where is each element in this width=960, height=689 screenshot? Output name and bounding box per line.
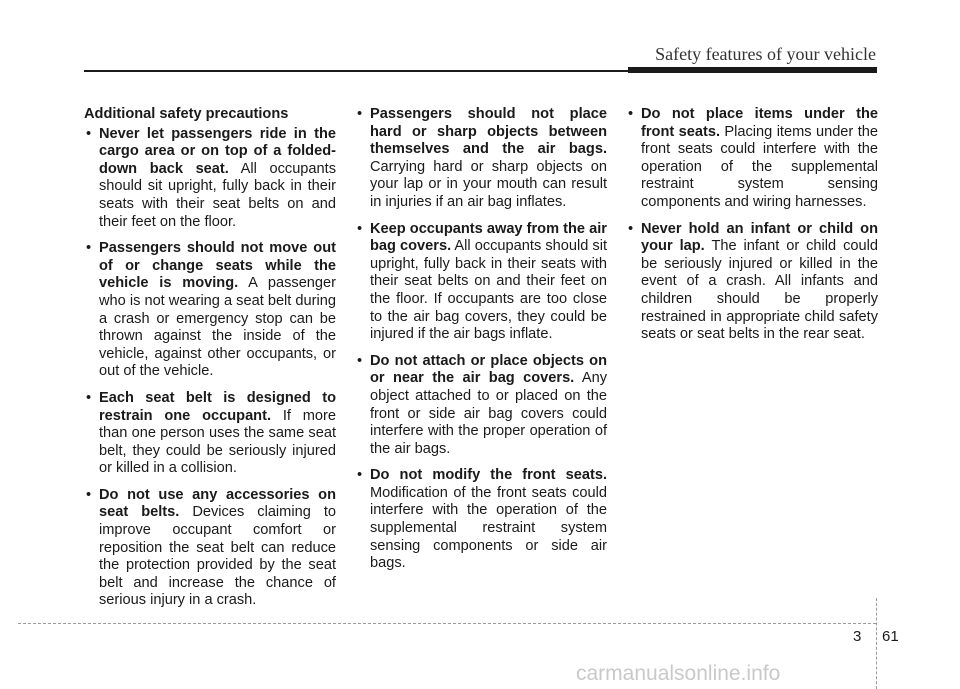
precaution-text: Placing items under the front seats could interfere with the operation of the supplemental restraint system sensing components and wiring harnesses. xyxy=(641,123,878,210)
precaution-item xyxy=(626,106,878,212)
precaution-text: If more than one person uses the same seat belt, they could be seriously injured or killed in a collision. xyxy=(99,407,336,477)
section-header-title: Safety features of your vehicle xyxy=(655,44,876,64)
watermark-text: carmanualsonline.info xyxy=(576,662,781,685)
text-column-1 xyxy=(84,106,336,619)
precaution-lead: Do not modify the front seats. xyxy=(370,467,607,484)
precaution-item xyxy=(355,353,607,459)
precaution-item xyxy=(84,126,336,232)
precaution-item xyxy=(84,240,336,381)
precaution-lead: Each seat belt is designed to restrain one occupant. xyxy=(99,389,336,424)
footer-dashed-divider xyxy=(876,598,877,689)
precaution-text: A passenger who is not wearing a seat belt during a crash or emergency stop can be thrown against the inside of the vehicle, against other occupants, or out of the vehicle. xyxy=(99,275,337,380)
precautions-list-1 xyxy=(84,126,336,610)
precaution-lead: Keep occupants away from the air bag covers. xyxy=(370,220,607,255)
precaution-text: All occupants should sit upright, fully back in their seats with their seat belts on and their feet on the floor. If occupants are too close to the air bag covers, they could be injured if the air bags inflate. xyxy=(370,238,607,343)
precaution-text: Devices claiming to improve occupant comfort or reposition the seat belt can reduce the protection provided by the seat belt and increase the chance of serious injury in a crash. xyxy=(99,504,336,609)
precaution-text: Any object attached to or placed on the front or side air bag covers could interfere with the proper operation of the air bags. xyxy=(370,370,608,457)
chapter-number: 3 xyxy=(853,628,862,645)
precaution-lead: Passengers should not place hard or sharp objects between themselves and the air bags. xyxy=(370,106,607,158)
precaution-lead: Do not attach or place objects on or near the air bag covers. xyxy=(370,352,607,387)
precaution-item xyxy=(355,106,607,212)
precaution-item xyxy=(84,390,336,478)
precaution-lead: Do not use any accessories on seat belts. xyxy=(99,486,336,521)
section-heading: Additional safety precautions xyxy=(84,106,289,122)
page-number: 61 xyxy=(882,628,899,645)
text-column-2 xyxy=(355,106,607,582)
precaution-item xyxy=(626,221,878,344)
header-rule-accent xyxy=(628,67,877,73)
precaution-item xyxy=(84,487,336,610)
precautions-list-2 xyxy=(355,106,607,573)
precaution-lead: Passengers should not move out of or change seats while the vehicle is moving. xyxy=(99,240,336,292)
text-column-3 xyxy=(626,106,878,353)
precaution-lead: Never let passengers ride in the cargo area or on top of a folded-down back seat. xyxy=(99,125,336,177)
footer-dashed-rule xyxy=(18,623,876,624)
precaution-lead: Do not place items under the front seats. xyxy=(641,106,878,140)
precaution-lead: Never hold an infant or child on your lap. xyxy=(641,220,878,255)
precaution-item xyxy=(355,467,607,573)
precaution-text: All occupants should sit upright, fully back in their seats with their seat belts on and their feet on the floor. xyxy=(99,160,337,230)
precautions-list-3 xyxy=(626,106,878,344)
precaution-text: The infant or child could be seriously injured or killed in the event of a crash. All infants and children should be properly restrained in appropriate child safety seats or seat belts in the rear seat. xyxy=(641,238,878,343)
precaution-text: Carrying hard or sharp objects on your lap or in your mouth can result in injuries if an air bag inflates. xyxy=(370,158,607,210)
precaution-item xyxy=(355,221,607,344)
header-rule xyxy=(84,70,628,72)
precaution-text: Modification of the front seats could interfere with the operation of the supplemental restraint system sensing components or side air bags. xyxy=(370,484,607,572)
